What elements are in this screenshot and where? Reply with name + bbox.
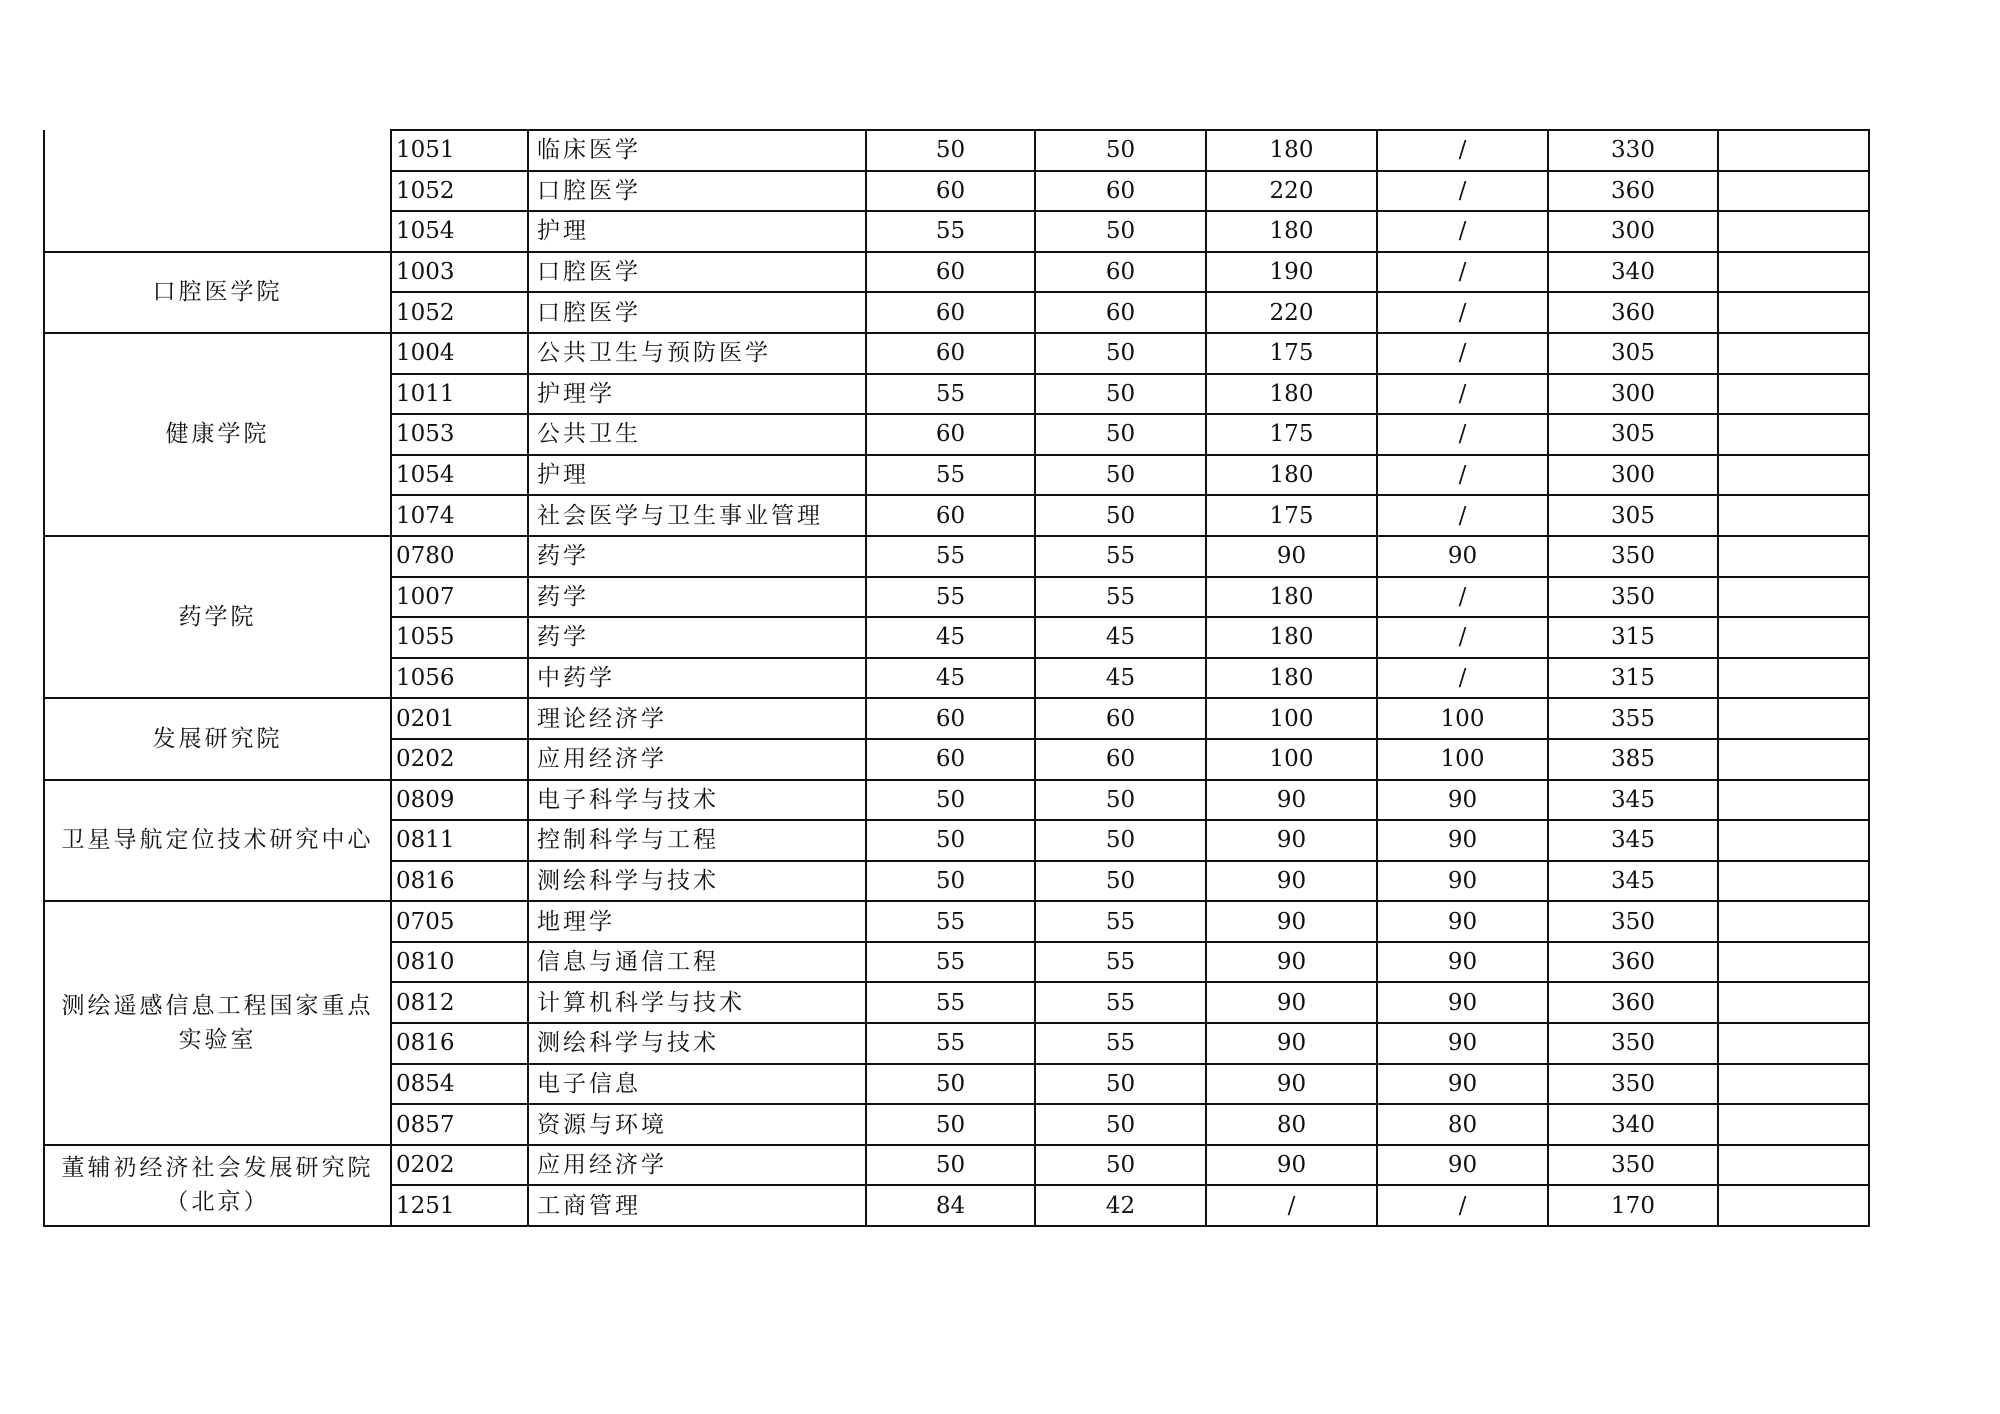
total-score: 345 [1548,820,1718,861]
politics-score: 50 [866,1145,1035,1186]
remarks [1718,982,1869,1023]
total-score: 300 [1548,374,1718,415]
total-score: 300 [1548,211,1718,252]
total-score: 305 [1548,414,1718,455]
school-name: 卫星导航定位技术研究中心 [44,780,391,902]
subject-name: 电子科学与技术 [528,780,866,821]
subject1-score: 90 [1206,982,1377,1023]
politics-score: 60 [866,495,1035,536]
subject-name: 护理学 [528,374,866,415]
foreign-language-score: 50 [1035,333,1206,374]
subject1-score: 90 [1206,1023,1377,1064]
total-score: 355 [1548,698,1718,739]
remarks [1718,577,1869,618]
subject1-score: 90 [1206,1064,1377,1105]
foreign-language-score: 60 [1035,698,1206,739]
foreign-language-score: 50 [1035,861,1206,902]
subject2-score: / [1377,617,1548,658]
subject-code: 0857 [391,1104,528,1145]
subject-name: 应用经济学 [528,1145,866,1186]
table-row [44,901,1869,942]
total-score: 360 [1548,292,1718,333]
remarks [1718,617,1869,658]
subject-name: 护理 [528,211,866,252]
politics-score: 55 [866,577,1035,618]
foreign-language-score: 60 [1035,171,1206,212]
subject-name: 控制科学与工程 [528,820,866,861]
remarks [1718,1023,1869,1064]
table-row [44,252,1869,293]
subject1-score: 180 [1206,374,1377,415]
subject-name: 电子信息 [528,1064,866,1105]
subject1-score: / [1206,1185,1377,1226]
total-score: 345 [1548,780,1718,821]
politics-score: 55 [866,1023,1035,1064]
politics-score: 55 [866,982,1035,1023]
subject2-score: / [1377,292,1548,333]
foreign-language-score: 42 [1035,1185,1206,1226]
remarks [1718,658,1869,699]
politics-score: 55 [866,211,1035,252]
subject-code: 0816 [391,1023,528,1064]
subject-name: 社会医学与卫生事业管理 [528,495,866,536]
subject-code: 1051 [391,130,528,171]
foreign-language-score: 50 [1035,455,1206,496]
subject2-score: / [1377,374,1548,415]
total-score: 360 [1548,982,1718,1023]
total-score: 350 [1548,1023,1718,1064]
total-score: 170 [1548,1185,1718,1226]
subject1-score: 90 [1206,861,1377,902]
total-score: 305 [1548,495,1718,536]
subject1-score: 90 [1206,780,1377,821]
subject2-score: 100 [1377,698,1548,739]
subject1-score: 180 [1206,211,1377,252]
subject-code: 0809 [391,780,528,821]
subject1-score: 90 [1206,1145,1377,1186]
subject2-score: / [1377,577,1548,618]
subject2-score: / [1377,252,1548,293]
subject-name: 信息与通信工程 [528,942,866,983]
subject-code: 1052 [391,171,528,212]
subject1-score: 180 [1206,577,1377,618]
subject-code: 1052 [391,292,528,333]
subject1-score: 220 [1206,292,1377,333]
subject-code: 0816 [391,861,528,902]
subject-code: 1053 [391,414,528,455]
foreign-language-score: 60 [1035,739,1206,780]
remarks [1718,1145,1869,1186]
subject-code: 0202 [391,739,528,780]
total-score: 360 [1548,942,1718,983]
subject2-score: 100 [1377,739,1548,780]
subject-code: 1007 [391,577,528,618]
politics-score: 50 [866,1064,1035,1105]
subject2-score: 90 [1377,901,1548,942]
subject2-score: / [1377,658,1548,699]
subject2-score: 90 [1377,1023,1548,1064]
school-name [44,130,391,252]
foreign-language-score: 50 [1035,211,1206,252]
total-score: 350 [1548,577,1718,618]
subject1-score: 180 [1206,658,1377,699]
total-score: 350 [1548,901,1718,942]
politics-score: 50 [866,130,1035,171]
foreign-language-score: 45 [1035,658,1206,699]
remarks [1718,252,1869,293]
subject2-score: / [1377,333,1548,374]
subject-name: 药学 [528,577,866,618]
politics-score: 45 [866,617,1035,658]
subject2-score: 90 [1377,780,1548,821]
politics-score: 60 [866,171,1035,212]
subject2-score: 90 [1377,861,1548,902]
table-body [44,130,1869,1226]
subject-name: 应用经济学 [528,739,866,780]
subject1-score: 180 [1206,617,1377,658]
total-score: 350 [1548,536,1718,577]
foreign-language-score: 55 [1035,982,1206,1023]
subject-name: 测绘科学与技术 [528,1023,866,1064]
subject-code: 0811 [391,820,528,861]
subject-name: 药学 [528,617,866,658]
subject-code: 1074 [391,495,528,536]
total-score: 385 [1548,739,1718,780]
subject1-score: 175 [1206,414,1377,455]
subject-code: 1056 [391,658,528,699]
subject2-score: 90 [1377,820,1548,861]
politics-score: 60 [866,252,1035,293]
subject-code: 1054 [391,211,528,252]
total-score: 330 [1548,130,1718,171]
politics-score: 60 [866,414,1035,455]
total-score: 305 [1548,333,1718,374]
foreign-language-score: 55 [1035,942,1206,983]
school-name: 健康学院 [44,333,391,536]
total-score: 300 [1548,455,1718,496]
subject-code: 0705 [391,901,528,942]
subject2-score: / [1377,495,1548,536]
foreign-language-score: 50 [1035,495,1206,536]
subject1-score: 180 [1206,455,1377,496]
table-row [44,333,1869,374]
remarks [1718,901,1869,942]
remarks [1718,861,1869,902]
subject-name: 测绘科学与技术 [528,861,866,902]
remarks [1718,130,1869,171]
remarks [1718,739,1869,780]
subject-name: 口腔医学 [528,292,866,333]
subject-name: 资源与环境 [528,1104,866,1145]
subject-code: 0812 [391,982,528,1023]
remarks [1718,780,1869,821]
politics-score: 55 [866,536,1035,577]
subject-name: 地理学 [528,901,866,942]
foreign-language-score: 55 [1035,577,1206,618]
school-name: 口腔医学院 [44,252,391,333]
subject2-score: 90 [1377,1145,1548,1186]
subject-code: 0780 [391,536,528,577]
subject-name: 公共卫生与预防医学 [528,333,866,374]
table-row [44,130,1869,171]
total-score: 340 [1548,1104,1718,1145]
subject1-score: 190 [1206,252,1377,293]
subject1-score: 90 [1206,901,1377,942]
subject-code: 0202 [391,1145,528,1186]
remarks [1718,455,1869,496]
total-score: 350 [1548,1064,1718,1105]
total-score: 360 [1548,171,1718,212]
remarks [1718,374,1869,415]
subject-code: 1055 [391,617,528,658]
subject-code: 0810 [391,942,528,983]
table-row [44,698,1869,739]
subject-name: 计算机科学与技术 [528,982,866,1023]
subject2-score: 90 [1377,982,1548,1023]
subject2-score: / [1377,211,1548,252]
subject1-score: 90 [1206,536,1377,577]
subject1-score: 220 [1206,171,1377,212]
school-name: 发展研究院 [44,698,391,779]
table-row [44,780,1869,821]
foreign-language-score: 50 [1035,1104,1206,1145]
remarks [1718,171,1869,212]
politics-score: 55 [866,455,1035,496]
remarks [1718,495,1869,536]
foreign-language-score: 50 [1035,780,1206,821]
remarks [1718,333,1869,374]
subject2-score: / [1377,414,1548,455]
subject-code: 1054 [391,455,528,496]
total-score: 315 [1548,658,1718,699]
subject2-score: / [1377,171,1548,212]
subject2-score: / [1377,1185,1548,1226]
total-score: 315 [1548,617,1718,658]
politics-score: 50 [866,1104,1035,1145]
remarks [1718,698,1869,739]
subject-code: 0201 [391,698,528,739]
subject1-score: 100 [1206,698,1377,739]
politics-score: 60 [866,698,1035,739]
subject1-score: 90 [1206,942,1377,983]
total-score: 340 [1548,252,1718,293]
subject-name: 口腔医学 [528,171,866,212]
foreign-language-score: 50 [1035,414,1206,455]
subject-code: 1004 [391,333,528,374]
politics-score: 50 [866,861,1035,902]
total-score: 350 [1548,1145,1718,1186]
politics-score: 60 [866,333,1035,374]
subject1-score: 90 [1206,820,1377,861]
subject-code: 0854 [391,1064,528,1105]
subject-name: 中药学 [528,658,866,699]
subject-name: 公共卫生 [528,414,866,455]
subject2-score: 90 [1377,942,1548,983]
subject1-score: 175 [1206,495,1377,536]
subject-code: 1011 [391,374,528,415]
remarks [1718,414,1869,455]
foreign-language-score: 55 [1035,901,1206,942]
total-score: 345 [1548,861,1718,902]
foreign-language-score: 50 [1035,1064,1206,1105]
school-name: 测绘遥感信息工程国家重点实验室 [44,901,391,1145]
subject-name: 口腔医学 [528,252,866,293]
politics-score: 45 [866,658,1035,699]
politics-score: 60 [866,739,1035,780]
foreign-language-score: 60 [1035,252,1206,293]
foreign-language-score: 55 [1035,1023,1206,1064]
politics-score: 55 [866,942,1035,983]
remarks [1718,211,1869,252]
subject-name: 护理 [528,455,866,496]
table-row [44,1145,1869,1186]
subject2-score: 80 [1377,1104,1548,1145]
politics-score: 55 [866,374,1035,415]
subject-name: 理论经济学 [528,698,866,739]
subject1-score: 80 [1206,1104,1377,1145]
table-row [44,536,1869,577]
subject1-score: 175 [1206,333,1377,374]
subject2-score: 90 [1377,536,1548,577]
foreign-language-score: 55 [1035,536,1206,577]
remarks [1718,536,1869,577]
subject-code: 1251 [391,1185,528,1226]
subject2-score: / [1377,455,1548,496]
politics-score: 55 [866,901,1035,942]
remarks [1718,1064,1869,1105]
score-table [43,129,1870,1227]
politics-score: 84 [866,1185,1035,1226]
school-name: 董辅礽经济社会发展研究院（北京） [44,1145,391,1226]
subject-name: 临床医学 [528,130,866,171]
subject-name: 药学 [528,536,866,577]
remarks [1718,1104,1869,1145]
foreign-language-score: 50 [1035,820,1206,861]
remarks [1718,1185,1869,1226]
subject2-score: / [1377,130,1548,171]
remarks [1718,292,1869,333]
subject-name: 工商管理 [528,1185,866,1226]
subject1-score: 180 [1206,130,1377,171]
subject1-score: 100 [1206,739,1377,780]
subject2-score: 90 [1377,1064,1548,1105]
foreign-language-score: 50 [1035,130,1206,171]
foreign-language-score: 45 [1035,617,1206,658]
politics-score: 50 [866,780,1035,821]
school-name: 药学院 [44,536,391,698]
politics-score: 50 [866,820,1035,861]
foreign-language-score: 50 [1035,1145,1206,1186]
remarks [1718,820,1869,861]
foreign-language-score: 50 [1035,374,1206,415]
remarks [1718,942,1869,983]
subject-code: 1003 [391,252,528,293]
foreign-language-score: 60 [1035,292,1206,333]
politics-score: 60 [866,292,1035,333]
